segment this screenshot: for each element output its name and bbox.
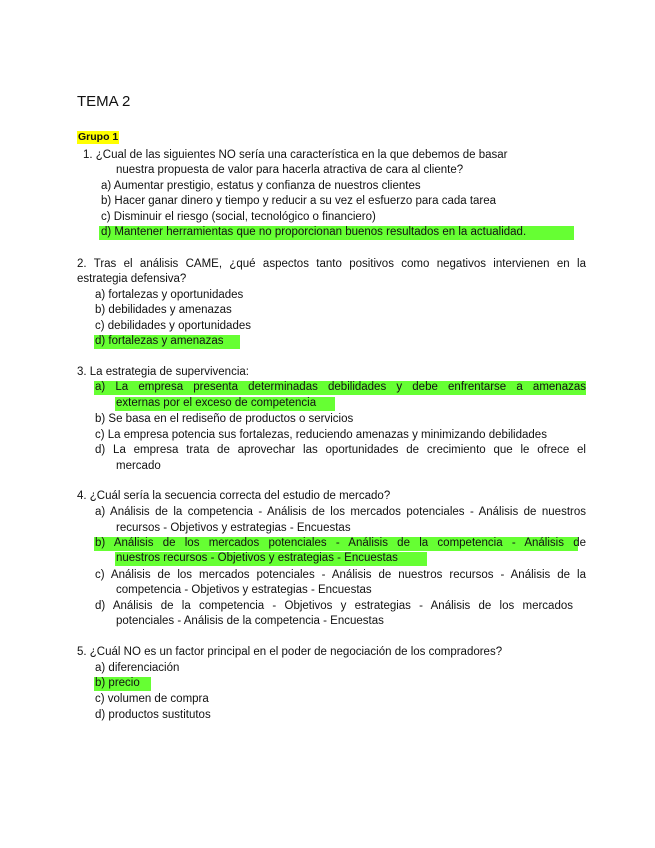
- question-2-option-b: b) debilidades y amenazas: [95, 304, 232, 316]
- question-2-text-cont: estrategia defensiva?: [77, 273, 187, 285]
- question-2-option-d-correct: d) fortalezas y amenazas: [95, 335, 224, 347]
- question-4-option-a-cont: recursos - Objetivos y estrategias - Encuestas: [116, 522, 351, 534]
- question-4-text: 4. ¿Cuál sería la secuencia correcta del estudio de mercado?: [77, 490, 391, 502]
- question-2-option-c: c) debilidades y oportunidades: [95, 320, 251, 332]
- question-3-option-c: c) La empresa potencia sus fortalezas, reduciendo amenazas y minimizando debilidades: [95, 429, 547, 441]
- question-5-option-c: c) volumen de compra: [95, 693, 209, 705]
- question-3-option-d: d) La empresa trata de aprovechar las oportunidades de crecimiento que le ofrece el: [95, 444, 586, 456]
- question-4-option-b-correct: b) Análisis de los mercados potenciales - Análisis de la competencia - Análisis de: [95, 537, 586, 549]
- question-5-text: 5. ¿Cuál NO es un factor principal en el poder de negociación de los compradores?: [77, 646, 503, 658]
- question-4-option-d-cont: potenciales - Análisis de la competencia - Encuestas: [116, 615, 384, 627]
- question-4-option-a: a) Análisis de la competencia - Análisis de los mercados potenciales - Análisis de nuestros: [95, 506, 586, 518]
- question-1-option-a: a) Aumentar prestigio, estatus y confianza de nuestros clientes: [101, 180, 421, 192]
- question-1-option-b: b) Hacer ganar dinero y tiempo y reducir a su vez el esfuerzo para cada tarea: [101, 195, 497, 207]
- question-3-option-a-correct: a) La empresa presenta determinadas debilidades y debe enfrentarse a amenazas: [95, 381, 586, 393]
- question-3-text: 3. La estrategia de supervivencia:: [77, 366, 249, 378]
- question-1-text: 1. ¿Cual de las siguientes NO sería una característica en la que debemos de basar: [83, 149, 508, 161]
- question-5-option-a: a) diferenciación: [95, 662, 180, 674]
- group-label: Grupo 1: [78, 131, 119, 143]
- question-3-option-d-cont: mercado: [116, 460, 161, 472]
- question-4-option-c: c) Análisis de los mercados potenciales - Análisis de nuestros recursos - Análisis de la: [95, 569, 586, 581]
- question-5-option-b-correct: b) precio: [95, 677, 140, 689]
- question-4-option-c-cont: competencia - Objetivos y estrategias - Encuestas: [116, 584, 372, 596]
- question-3-option-b: b) Se basa en el rediseño de productos o servicios: [95, 413, 354, 425]
- question-4-option-d: d) Análisis de la competencia - Objetivos y estrategias - Análisis de los mercados: [95, 600, 573, 612]
- question-2-option-a: a) fortalezas y oportunidades: [95, 289, 244, 301]
- page-title: TEMA 2: [77, 93, 131, 110]
- question-1-option-d-correct: d) Mantener herramientas que no proporcionan buenos resultados en la actualidad.: [101, 226, 527, 238]
- question-1-option-c: c) Disminuir el riesgo (social, tecnológico o financiero): [101, 211, 376, 223]
- question-5-option-d: d) productos sustitutos: [95, 709, 211, 721]
- question-4-option-b-cont: nuestros recursos - Objetivos y estrategias - Encuestas: [116, 552, 398, 564]
- question-2-text: 2. Tras el análisis CAME, ¿qué aspectos tanto positivos como negativos intervienen en la: [77, 258, 586, 270]
- question-1-text-cont: nuestra propuesta de valor para hacerla atractiva de cara al cliente?: [116, 164, 464, 176]
- question-3-option-a-cont: externas por el exceso de competencia: [116, 397, 317, 409]
